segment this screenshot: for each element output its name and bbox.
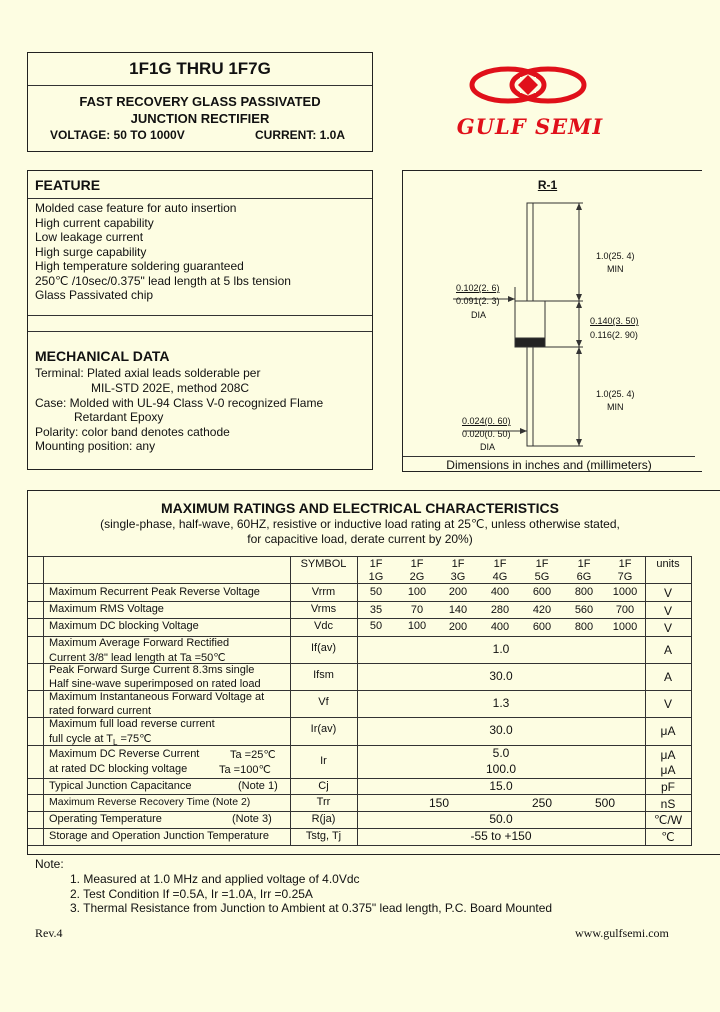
unit-cj: pF xyxy=(660,780,675,794)
dim-body-len-min: 0.116(2. 90) xyxy=(590,330,638,340)
subtitle-line-2: JUNCTION RECTIFIER xyxy=(130,111,270,126)
dim-lead-top-min: MIN xyxy=(607,264,624,274)
feature-heading: FEATURE xyxy=(35,177,101,193)
value-ir-2: 100.0 xyxy=(485,762,517,776)
unit-tstg: ℃ xyxy=(661,830,675,844)
table-border xyxy=(28,794,692,795)
unit-vrms: V xyxy=(663,604,672,618)
value-cell: 200 xyxy=(448,586,468,598)
value-cell: 140 xyxy=(448,604,468,616)
ratings-note-1: (single-phase, half-wave, 60HZ, resistive or inductive load rating at 25℃, unless otherwise stated, xyxy=(100,517,620,531)
note-item: 3. Thermal Resistance from Junction to Ambient at 0.375" lead length, P.C. Board Mounted xyxy=(70,901,553,915)
table-border xyxy=(28,845,692,846)
param-ir-2: at rated DC blocking voltage xyxy=(49,763,188,775)
value-cell: 70 xyxy=(410,604,424,616)
symbol-irav: Ir(av) xyxy=(310,723,337,735)
part-header: 1F xyxy=(410,558,424,570)
value-cell: 420 xyxy=(532,604,552,616)
feature-divider-a xyxy=(28,315,372,316)
diagram-caption: Dimensions in inches and (millimeters) xyxy=(446,458,652,472)
note-item: 2. Test Condition If =0.5A, Ir =1.0A, Irr =0.25A xyxy=(70,887,313,901)
part-header: 1F xyxy=(451,558,465,570)
symbol-ifsm: Ifsm xyxy=(313,669,334,681)
param-tstg: Storage and Operation Junction Temperature xyxy=(49,830,269,842)
part-header: 5G xyxy=(534,571,550,583)
feature-divider-b xyxy=(28,331,372,332)
param-irav-2 xyxy=(49,732,152,747)
part-header: 4G xyxy=(492,571,508,583)
value-cell: 600 xyxy=(532,586,552,598)
diode-drawing xyxy=(403,195,695,455)
cathode-band xyxy=(515,338,545,347)
mechanical-line: Case: Molded with UL-94 Class V-0 recognized Flame xyxy=(35,396,324,410)
value-irav: 30.0 xyxy=(489,723,513,737)
part-header: 3G xyxy=(450,571,466,583)
param-irav-end: =75℃ xyxy=(117,733,152,745)
mechanical-line: Mounting position: any xyxy=(35,439,156,453)
param-trr: Maximum Reverse Recovery Time (Note 2) xyxy=(49,796,251,808)
param-vrrm: Maximum Recurrent Peak Reverse Voltage xyxy=(49,586,260,598)
table-col-line xyxy=(691,556,692,845)
unit-vdc: V xyxy=(663,621,672,635)
value-trr-1: 150 xyxy=(428,796,450,810)
param-vf-2: rated forward current xyxy=(49,705,152,717)
table-col-line xyxy=(43,556,44,845)
unit-ifsm: A xyxy=(663,670,672,684)
value-cell: 50 xyxy=(369,620,383,632)
table-border xyxy=(28,583,692,584)
value-ifav: 1.0 xyxy=(492,642,510,656)
value-cell: 200 xyxy=(448,621,468,633)
param-irav-sub: L xyxy=(113,738,118,748)
symbol-header: SYMBOL xyxy=(300,558,347,570)
part-header: 1F xyxy=(493,558,507,570)
mechanical-line: Terminal: Plated axial leads solderable per xyxy=(35,366,261,380)
value-tstg: -55 to +150 xyxy=(470,829,532,843)
dim-body-dia-min: 0.091(2. 3) xyxy=(456,296,500,306)
value-cell: 50 xyxy=(369,586,383,598)
diagram-caption-divider xyxy=(403,456,695,457)
part-header: 1F xyxy=(618,558,632,570)
mechanical-line: Retardant Epoxy xyxy=(74,410,164,424)
param-irav-text: full cycle at T xyxy=(49,733,113,745)
param-vdc: Maximum DC blocking Voltage xyxy=(49,620,199,632)
value-cell: 800 xyxy=(574,586,594,598)
feature-item: Glass Passivated chip xyxy=(35,288,154,302)
unit-ir-1: μA xyxy=(660,748,676,762)
part-header: 1F xyxy=(535,558,549,570)
logo-text: GULF SEMI xyxy=(456,114,604,139)
part-header: 1F xyxy=(369,558,383,570)
mechanical-line: Polarity: color band denotes cathode xyxy=(35,425,230,439)
symbol-vrrm: Vrrm xyxy=(311,586,336,598)
param-cj: Typical Junction Capacitance xyxy=(49,780,192,792)
value-cell: 800 xyxy=(574,621,594,633)
symbol-ir: Ir xyxy=(320,755,327,767)
page-title: 1F1G THRU 1F7G xyxy=(129,59,271,78)
units-header: units xyxy=(656,558,680,570)
symbol-cj: Cj xyxy=(318,780,329,792)
param-ifav-2: Current 3/8" lead length at Ta =50℃ xyxy=(49,652,226,664)
param-vf: Maximum Instantaneous Forward Voltage at xyxy=(49,691,265,703)
lead-bottom xyxy=(527,347,533,446)
unit-rja: ℃/W xyxy=(653,813,683,827)
symbol-vrms: Vrms xyxy=(310,603,337,615)
param-ifsm: Peak Forward Surge Current 8.3ms single xyxy=(49,664,255,676)
ratings-title: MAXIMUM RATINGS AND ELECTRICAL CHARACTERISTICS xyxy=(161,500,559,516)
value-cell: 1000 xyxy=(612,621,638,633)
feature-heading-divider xyxy=(28,198,372,199)
ratings-note-2: for capacitive load, derate current by 20%) xyxy=(247,532,473,546)
dim-lead-dia-min: 0.020(0. 50) xyxy=(462,429,511,439)
unit-ir-2: μA xyxy=(660,763,676,777)
table-border xyxy=(28,556,692,557)
feature-item: 250℃ /10sec/0.375" lead length at 5 lbs tension xyxy=(35,274,291,288)
dim-lead-bot-min: MIN xyxy=(607,402,624,412)
unit-vf: V xyxy=(663,697,672,711)
dim-body-len-max: 0.140(3. 50) xyxy=(590,316,639,326)
param-vrms: Maximum RMS Voltage xyxy=(49,603,164,615)
value-ir-1: 5.0 xyxy=(492,746,510,760)
feature-item: High current capability xyxy=(35,216,154,230)
note-cj: (Note 1) xyxy=(238,780,278,792)
mechanical-line: MIL-STD 202E, method 208C xyxy=(91,381,250,395)
symbol-trr: Trr xyxy=(316,796,331,808)
lead-top xyxy=(527,203,533,301)
dim-lead-bot: 1.0(25. 4) xyxy=(596,389,635,399)
dim-lead-dia-max: 0.024(0. 60) xyxy=(462,416,511,426)
value-ifsm: 30.0 xyxy=(489,669,513,683)
symbol-vdc: Vdc xyxy=(314,620,333,632)
symbol-vf: Vf xyxy=(318,696,329,708)
value-cell: 700 xyxy=(615,604,635,616)
value-vf: 1.3 xyxy=(492,696,510,710)
symbol-tstg: Tstg, Tj xyxy=(305,830,342,842)
value-cell: 1000 xyxy=(612,586,638,598)
package-name: R-1 xyxy=(537,178,558,192)
voltage-spec: VOLTAGE: 50 TO 1000V xyxy=(50,128,185,142)
value-cell: 600 xyxy=(532,621,552,633)
dim-body-dia-label: DIA xyxy=(471,310,487,320)
param-ir: Maximum DC Reverse Current xyxy=(49,748,200,760)
note-rja: (Note 3) xyxy=(232,813,272,825)
value-cell: 560 xyxy=(574,604,594,616)
part-header: 2G xyxy=(409,571,425,583)
value-trr-2: 250 xyxy=(531,796,553,810)
feature-item: Molded case feature for auto insertion xyxy=(35,201,237,215)
current-spec: CURRENT: 1.0A xyxy=(255,128,346,142)
part-header: 1F xyxy=(577,558,591,570)
revision: Rev.4 xyxy=(35,926,63,940)
value-cell: 100 xyxy=(407,620,427,632)
part-header: 7G xyxy=(617,571,633,583)
company-logo xyxy=(440,58,620,142)
param-ifsm-2: Half sine-wave superimposed on rated load xyxy=(49,678,261,690)
param-rja: Operating Temperature xyxy=(49,813,162,825)
part-header: 1G xyxy=(368,571,384,583)
table-border xyxy=(28,618,692,619)
cond-ir-2: Ta =100℃ xyxy=(219,764,271,776)
feature-item: Low leakage current xyxy=(35,230,144,244)
notes-heading: Note: xyxy=(35,857,64,871)
value-cell: 35 xyxy=(369,604,383,616)
symbol-rja: R(ja) xyxy=(311,813,336,825)
unit-vrrm: V xyxy=(663,586,672,600)
unit-trr: nS xyxy=(660,797,676,811)
unit-ifav: A xyxy=(663,643,672,657)
dim-body-dia-max: 0.102(2. 6) xyxy=(456,283,500,293)
feature-item: High surge capability xyxy=(35,245,147,259)
cond-ir-1: Ta =25℃ xyxy=(230,749,276,761)
value-cj: 15.0 xyxy=(489,779,513,793)
param-irav: Maximum full load reverse current xyxy=(49,718,215,730)
value-cell: 400 xyxy=(490,586,510,598)
value-cell: 100 xyxy=(407,586,427,598)
param-ifav: Maximum Average Forward Rectified xyxy=(49,637,230,649)
subtitle-line-1: FAST RECOVERY GLASS PASSIVATED xyxy=(79,94,321,109)
note-item: 1. Measured at 1.0 MHz and applied voltage of 4.0Vdc xyxy=(70,872,360,886)
mechanical-heading: MECHANICAL DATA xyxy=(35,348,170,364)
dim-lead-top: 1.0(25. 4) xyxy=(596,251,635,261)
header-divider xyxy=(28,85,372,86)
table-border xyxy=(28,601,692,602)
value-rja: 50.0 xyxy=(489,812,513,826)
unit-irav: μA xyxy=(660,724,676,738)
value-trr-3: 500 xyxy=(594,796,616,810)
value-cell: 400 xyxy=(490,621,510,633)
symbol-ifav: If(av) xyxy=(310,642,337,654)
website-link[interactable]: www.gulfsemi.com xyxy=(575,926,669,940)
value-cell: 280 xyxy=(490,604,510,616)
part-header: 6G xyxy=(576,571,592,583)
dim-lead-dia-label: DIA xyxy=(480,442,496,452)
feature-item: High temperature soldering guaranteed xyxy=(35,259,244,273)
